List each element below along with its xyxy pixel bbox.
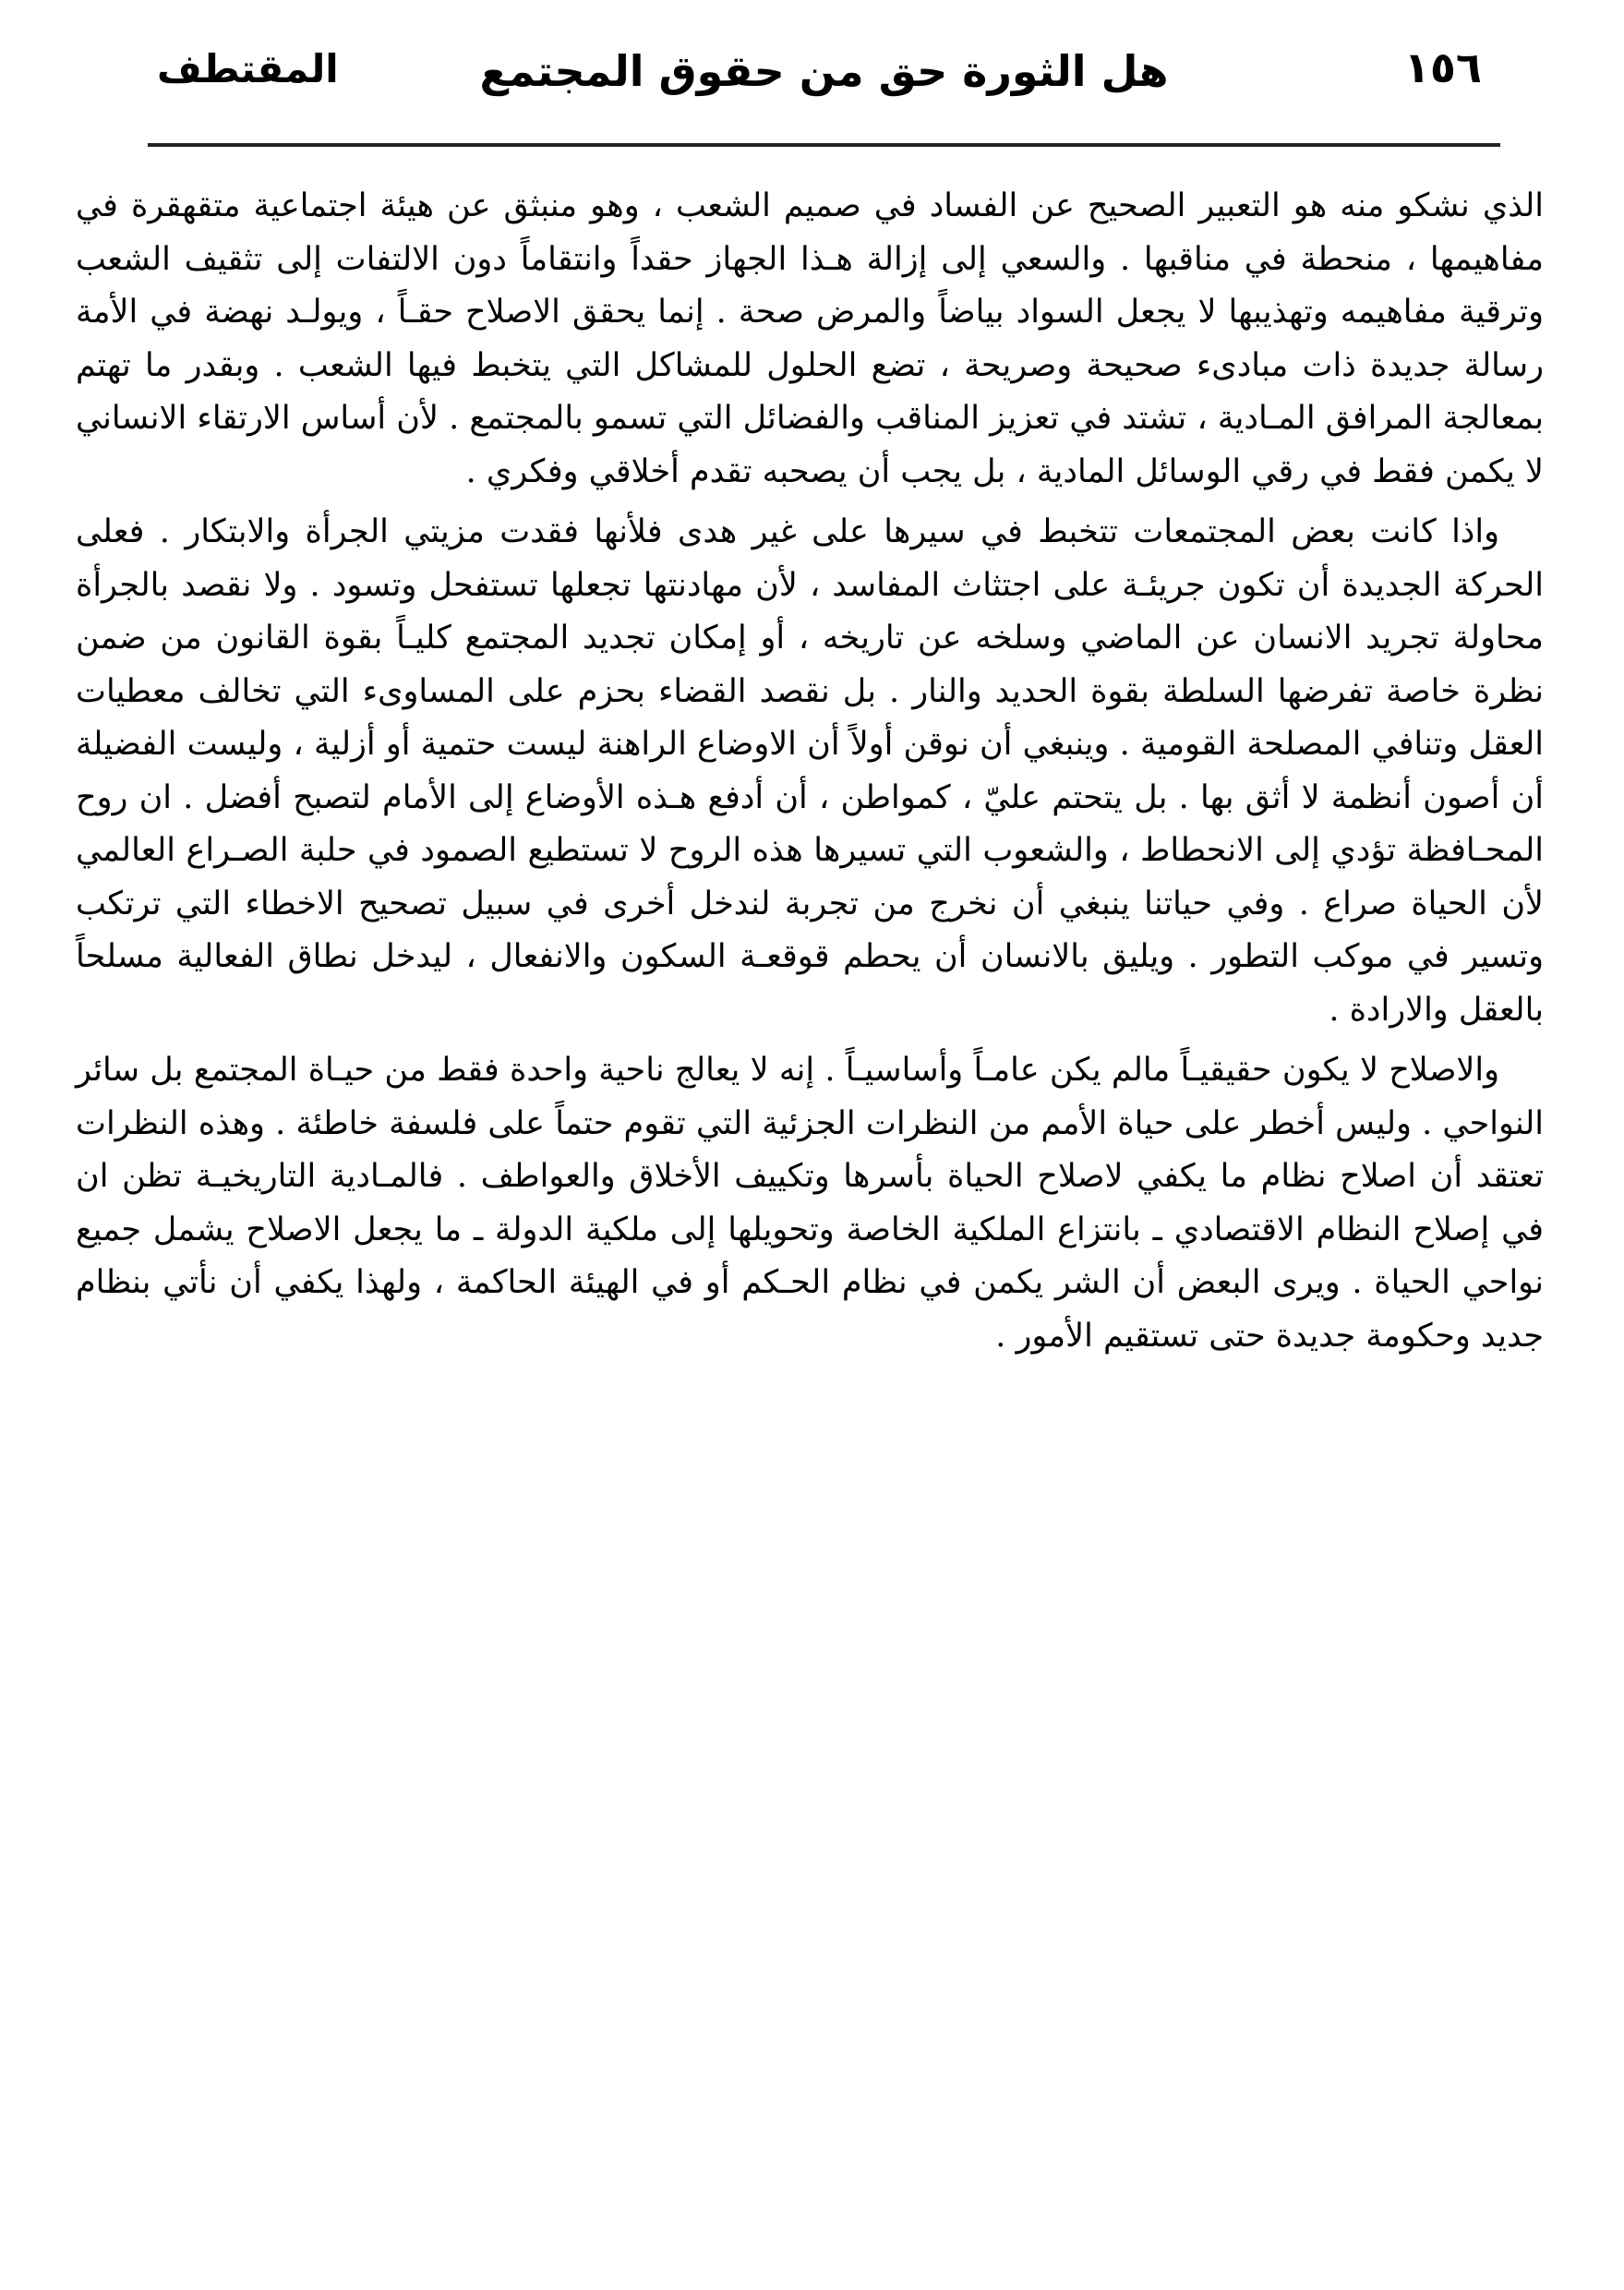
- paragraph: والاصلاح لا يكون حقيقيـاً مالم يكن عامـاً وأساسيـاً . إنه لا يعالج ناحية واحدة فقط من حيـاة المجتمع بل سائر النواحي . وليس أخطر على حياة الأمم من النظرات الجزئية التي تقوم حتماً على فلسفة خاطئة . وهذه النظرات تعتقد أن اصلاح نظام ما يكفي لاصلاح الحياة بأسرها وتكييف الأخلاق والعواطف . فالمـادية التاريخيـة تظن ان في إصلاح النظام الاقتصادي ـ بانتزاع الملكية الخاصة وتحويلها إلى ملكية الدولة ـ ما يجعل الاصلاح يشمل جميع نواحي الحياة . ويرى البعض أن الشر يكمن في نظام الحـكم أو في الهيئة الحاكمة ، ولهذا يكفي أن نأتي بنظام جديد وحكومة جديدة حتى تستقيم الأمور .: [76, 1052, 1544, 1355]
- running-header: [138, 37, 1510, 120]
- journal-name: المقتطف: [157, 46, 339, 91]
- page-title: هل الثورة حق من حقوق المجتمع: [479, 46, 1169, 96]
- header-divider: [148, 143, 1500, 147]
- paragraph: واذا كانت بعض المجتمعات تتخبط في سيرها على غير هدى فلأنها فقدت مزيتي الجرأة والابتكار . فعلى الحركة الجديدة أن تكون جريئـة على اجتثاث المفاسد ، لأن مهادنتها تجعلها تستفحل وتسود . ولا نقصد بالجرأة محاولة تجريد الانسان عن الماضي وسلخه عن تاريخه ، أو إمكان تجديد المجتمع كليـاً بقوة القانون من ضمن نظرة خاصة تفرضها السلطة بقوة الحديد والنار . بل نقصد القضاء بحزم على المساوىء التي تخالف معطيات العقل وتنافي المصلحة القومية . وينبغي أن نوقن أولاً أن الاوضاع الراهنة ليست حتمية أو أزلية ، وليست الفضيلة أن أصون أنظمة لا أثق بها . بل يتحتم عليّ ، كمواطن ، أن أدفع هـذه الأوضاع إلى الأمام لتصبح أفضل . ان روح المحـافظة تؤدي إلى الانحطاط ، والشعوب التي تسيرها هذه الروح لا تستطيع الصمود في حلبة الصـراع العالمي لأن الحياة صراع . وفي حياتنا ينبغي أن نخرج من تجربة لندخل أخرى في سبيل تصحيح الاخطاء التي ترتكب وتسير في موكب التطور . ويليق بالانسان أن يحطم قوقعـة السكون والانفعال ، ليدخل نطاق الفعالية مسلحاً بالعقل والارادة .: [76, 513, 1544, 1029]
- paragraph: الذي نشكو منه هو التعبير الصحيح عن الفساد في صميم الشعب ، وهو منبثق عن هيئة اجتماعية متقهقرة في مفاهيمها ، منحطة في مناقبها . والسعي إلى إزالة هـذا الجهاز حقداً وانتقاماً دون الالتفات إلى تثقيف الشعب وترقية مفاهيمه وتهذيبها لا يجعل السواد بياضاً والمرض صحة . إنما يحقق الاصلاح حقـاً ، ويولـد نهضة في الأمة رسالة جديدة ذات مبادىء صحيحة وصريحة ، تضع الحلول للمشاكل التي يتخبط فيها الشعب . وبقدر ما تهتم بمعالجة المرافق المـادية ، تشتد في تعزيز المناقب والفضائل التي تسمو بالمجتمع . لأن أساس الارتقاء الانساني لا يكمن فقط في رقي الوسائل المادية ، بل يجب أن يصحبه تقدم أخلاقي وفكري .: [76, 187, 1544, 490]
- page-number: ١٥٦: [1403, 42, 1482, 92]
- article-body: [76, 180, 1544, 1370]
